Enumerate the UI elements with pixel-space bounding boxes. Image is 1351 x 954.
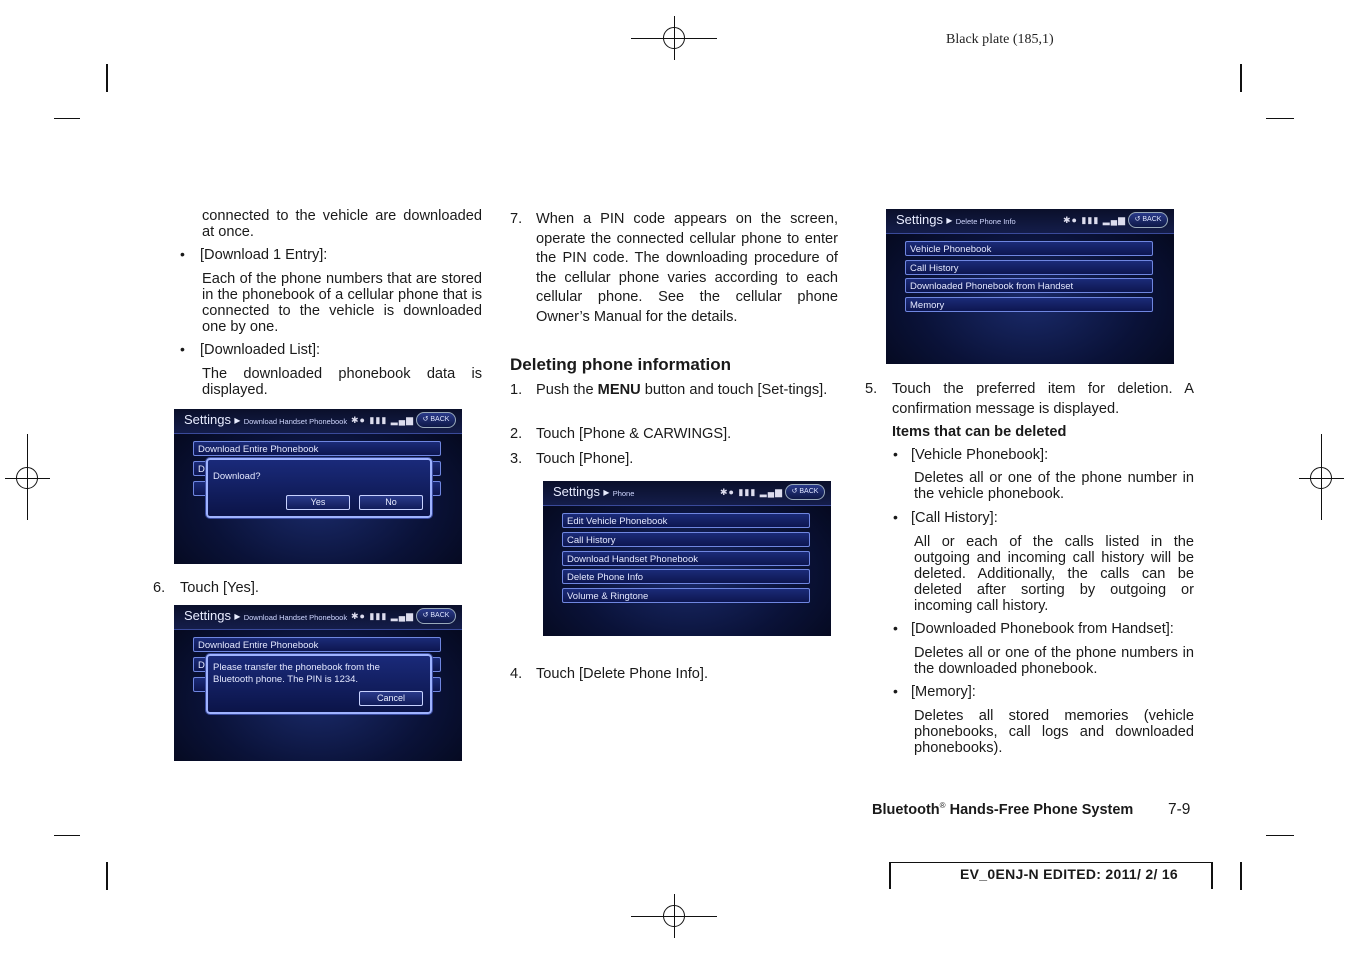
menu-row: Volume & Ringtone [562, 588, 810, 603]
cancel-button: Cancel [359, 691, 423, 706]
crop-mark [54, 118, 80, 119]
status-bar [543, 481, 831, 506]
bullet-icon: • [893, 446, 898, 462]
step-number: 7. [510, 211, 523, 227]
edited-box-right [1211, 862, 1213, 889]
crop-mark [1266, 835, 1294, 836]
screen-title: Settings ▸ Download Handset Phonebook [184, 412, 348, 427]
menu-row: Download Handset Phonebook [562, 551, 810, 566]
menu-row: Call History [905, 260, 1153, 275]
bullet-label: [Download 1 Entry]: [200, 247, 328, 263]
crop-mark [1240, 64, 1242, 92]
plate-label: Black plate (185,1) [946, 32, 1054, 47]
bullet-label: [Downloaded Phonebook from Handset]: [911, 621, 1174, 637]
step-number: 1. [510, 382, 523, 398]
bullet-icon: • [893, 620, 898, 636]
back-button: ↺ BACK [1128, 212, 1168, 228]
screenshot-delete-phone-info [886, 209, 1174, 364]
status-bar [174, 409, 462, 434]
screenshot-download-confirm [174, 409, 462, 564]
bullet-description: The downloaded phonebook data is displayed. [202, 366, 482, 398]
yes-button: Yes [286, 495, 350, 510]
menu-row: Memory [905, 297, 1153, 312]
status-bar [174, 605, 462, 630]
bullet-icon: • [893, 683, 898, 699]
menu-row: Download Entire Phonebook [193, 441, 441, 456]
back-button: ↺ BACK [785, 484, 825, 500]
dialog [206, 458, 432, 518]
crop-mark [106, 64, 108, 92]
edited-stamp: EV_0ENJ-N EDITED: 2011/ 2/ 16 [960, 866, 1179, 882]
status-icons: ✱● ▮▮▮ ▂▄▆ [350, 611, 414, 621]
menu-row: Download Entire Phonebook [193, 637, 441, 652]
back-button: ↺ BACK [416, 608, 456, 624]
status-icons: ✱● ▮▮▮ ▂▄▆ [719, 487, 783, 497]
screen-title: Settings ▸ Phone [553, 484, 635, 499]
crop-mark [54, 835, 80, 836]
bullet-label: [Memory]: [911, 684, 976, 700]
step-text: Touch [Yes]. [180, 580, 259, 596]
step-text: Push the MENU button and touch [Set-tings]. [536, 382, 828, 398]
bullet-description: Deletes all or one of the phone numbers in the downloaded phonebook. [914, 645, 1194, 677]
status-icons: ✱● ▮▮▮ ▂▄▆ [1062, 215, 1126, 225]
bullet-label: [Vehicle Phonebook]: [911, 447, 1049, 463]
step-number: 5. [865, 381, 878, 397]
running-footer: Bluetooth® Hands-Free Phone System [872, 801, 1134, 818]
back-button: ↺ BACK [416, 412, 456, 428]
step-text: Touch [Phone]. [536, 451, 634, 467]
registration-mark-icon [16, 467, 38, 489]
step-number: 4. [510, 666, 523, 682]
bullet-icon: • [893, 509, 898, 525]
menu-row: Delete Phone Info [562, 569, 810, 584]
step-number: 2. [510, 426, 523, 442]
registration-mark-icon [663, 27, 685, 49]
bullet-label: [Downloaded List]: [200, 342, 321, 358]
step-text: Touch the preferred item for deletion. A confirmation message is displayed. [892, 381, 1194, 417]
step-text: Touch [Delete Phone Info]. [536, 666, 708, 682]
bullet-icon: • [180, 246, 185, 262]
menu-row: D [193, 657, 441, 672]
screenshot-pin-transfer [174, 605, 462, 761]
bullet-description: Deletes all stored memories (vehicle phonebooks, call logs and downloaded phonebooks). [914, 708, 1194, 756]
bullet-description: All or each of the calls listed in the outgoing and incoming call history will be deleted. Additionally, the calls can be deleted after sorting by outgoing or incoming call history. [914, 534, 1194, 614]
dialog-text: Please transfer the phonebook from the [213, 662, 380, 673]
step-number: 3. [510, 451, 523, 467]
screen-title: Settings ▸ Delete Phone Info [896, 212, 1016, 227]
status-icons: ✱● ▮▮▮ ▂▄▆ [350, 415, 414, 425]
crop-mark [106, 862, 108, 890]
screen-title: Settings ▸ Download Handset Phonebook [184, 608, 348, 623]
registration-mark-icon [663, 905, 685, 927]
continuation-text: connected to the vehicle are downloaded at once. [202, 208, 482, 240]
screenshot-phone-menu [543, 481, 831, 636]
menu-row: Call History [562, 532, 810, 547]
dialog [206, 654, 432, 714]
menu-row: Edit Vehicle Phonebook [562, 513, 810, 528]
dialog-text: Bluetooth phone. The PIN is 1234. [213, 674, 359, 685]
edited-box-top [889, 862, 1213, 863]
step-text: Touch [Phone & CARWINGS]. [536, 426, 732, 442]
registration-mark-icon [1310, 467, 1332, 489]
menu-row: Vehicle Phonebook [905, 241, 1153, 256]
status-bar [886, 209, 1174, 234]
bullet-description: Deletes all or one of the phone number in the vehicle phonebook. [914, 470, 1194, 502]
page-number: 7-9 [1168, 801, 1191, 818]
step-text: When a PIN code appears on the screen, operate the connected cellular phone to enter the PIN code. The downloading procedure of the cellular phone varies according to each cellular phone. See the cellular phone Owner’s Manual for the details. [536, 211, 838, 325]
no-button: No [359, 495, 423, 510]
crop-mark [1266, 118, 1294, 119]
subheading: Items that can be deleted [892, 424, 1067, 440]
edited-box-left [889, 862, 891, 889]
bullet-description: Each of the phone numbers that are stored in the phonebook of a cellular phone that is connected to the vehicle is downloaded one by one. [202, 271, 482, 335]
crop-mark [1240, 862, 1242, 890]
menu-row: Downloaded Phonebook from Handset [905, 278, 1153, 293]
step-number: 6. [153, 580, 166, 596]
menu-row: D [193, 461, 441, 476]
bullet-label: [Call History]: [911, 510, 998, 526]
section-heading: Deleting phone information [510, 355, 731, 374]
bullet-icon: • [180, 341, 185, 357]
dialog-text: Download? [213, 471, 261, 482]
